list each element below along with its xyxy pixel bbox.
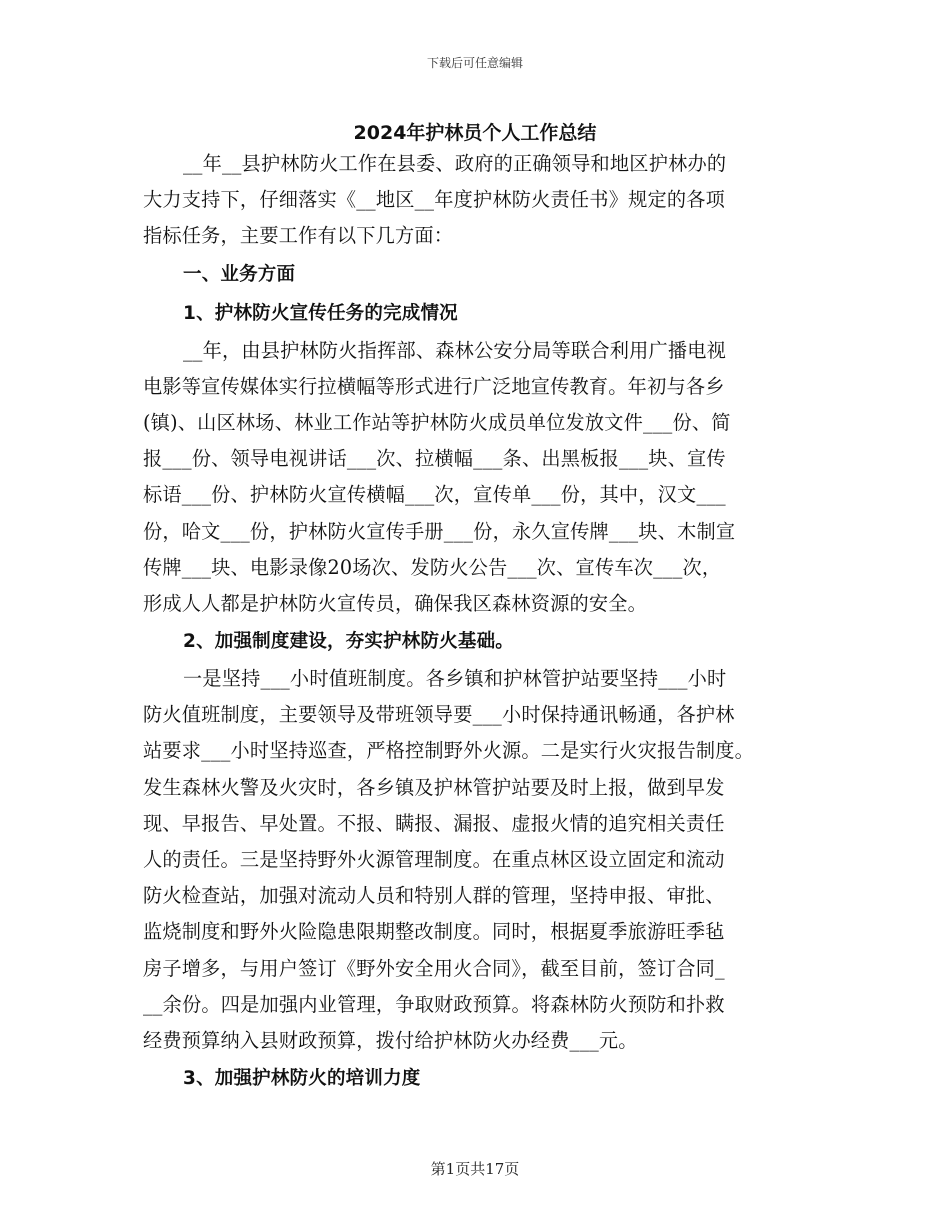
paragraph-line: 防火值班制度，主要领导及带班领导要___小时保持通讯畅通，各护林 bbox=[143, 703, 735, 727]
paragraph-line: 防火检查站，加强对流动人员和特别人群的管理，坚持申报、审批、 bbox=[143, 884, 725, 908]
paragraph-line: (镇)、山区林场、林业工作站等护林防火成员单位发放文件___份、简 bbox=[143, 410, 731, 434]
paragraph-line: 现、早报告、早处置。不报、瞒报、漏报、虚报火情的追究相关责任 bbox=[143, 811, 725, 835]
document-title: 2024年护林员个人工作总结 bbox=[353, 122, 597, 144]
paragraph-line: __年，由县护林防火指挥部、森林公安分局等联合利用广播电视 bbox=[183, 338, 727, 362]
paragraph-line: 电影等宣传媒体实行拉横幅等形式进行广泛地宣传教育。年初与各乡 bbox=[143, 374, 725, 398]
paragraph-line: 发生森林火警及火灾时，各乡镇及护林管护站要及时上报，做到早发 bbox=[143, 775, 725, 799]
paragraph-line: 指标任务，主要工作有以下几方面： bbox=[143, 224, 454, 248]
section-heading: 2、加强制度建设，夯实护林防火基础。 bbox=[183, 631, 514, 653]
paragraph-line: 房子增多，与用户签订《野外安全用火合同》，截至目前，签订合同_ bbox=[143, 956, 725, 980]
paragraph-line: 大力支持下，仔细落实《__地区__年度护林防火责任书》规定的各项 bbox=[143, 188, 726, 212]
paragraph-line: 站要求___小时坚持巡查，严格控制野外火源。二是实行火灾报告制度。 bbox=[143, 739, 755, 763]
paragraph-line: 一是坚持___小时值班制度。各乡镇和护林管护站要坚持___小时 bbox=[183, 667, 727, 691]
paragraph-line: 份，哈文___份，护林防火宣传手册___份，永久宣传牌___块、木制宣 bbox=[143, 519, 736, 543]
paragraph-line: __年__县护林防火工作在县委、政府的正确领导和地区护林办的 bbox=[183, 152, 727, 175]
paragraph-line: 传牌___块、电影录像20场次、发防火公告___次、宣传车次___次， bbox=[143, 555, 722, 579]
paragraph-line: 标语___份、护林防火宣传横幅___次，宣传单___份，其中，汉文___ bbox=[143, 483, 726, 507]
paragraph-line: __余份。四是加强内业管理，争取财政预算。将森林防火预防和扑救 bbox=[143, 992, 725, 1016]
page-footer: 第1页共17页 bbox=[430, 1160, 520, 1178]
section-heading: 3、加强护林防火的培训力度 bbox=[183, 1068, 421, 1090]
document-body bbox=[143, 146, 803, 1098]
paragraph-line: 报___份、领导电视讲话___次、拉横幅___条、出黑板报___块、宣传 bbox=[143, 447, 726, 471]
section-heading: 一、业务方面 bbox=[183, 263, 296, 285]
paragraph-line: 监烧制度和野外火险隐患限期整改制度。同时，根据夏季旅游旺季毡 bbox=[143, 920, 725, 944]
paragraph-line: 形成人人都是护林防火宣传员，确保我区森林资源的安全。 bbox=[143, 591, 648, 615]
paragraph-line: 经费预算纳入县财政预算，拨付给护林防火办经费___元。 bbox=[143, 1028, 638, 1052]
page-header: 下载后可任意编辑 bbox=[426, 56, 523, 70]
section-heading: 1、护林防火宣传任务的完成情况 bbox=[183, 302, 458, 324]
paragraph-line: 人的责任。三是坚持野外火源管理制度。在重点林区设立固定和流动 bbox=[143, 848, 725, 871]
